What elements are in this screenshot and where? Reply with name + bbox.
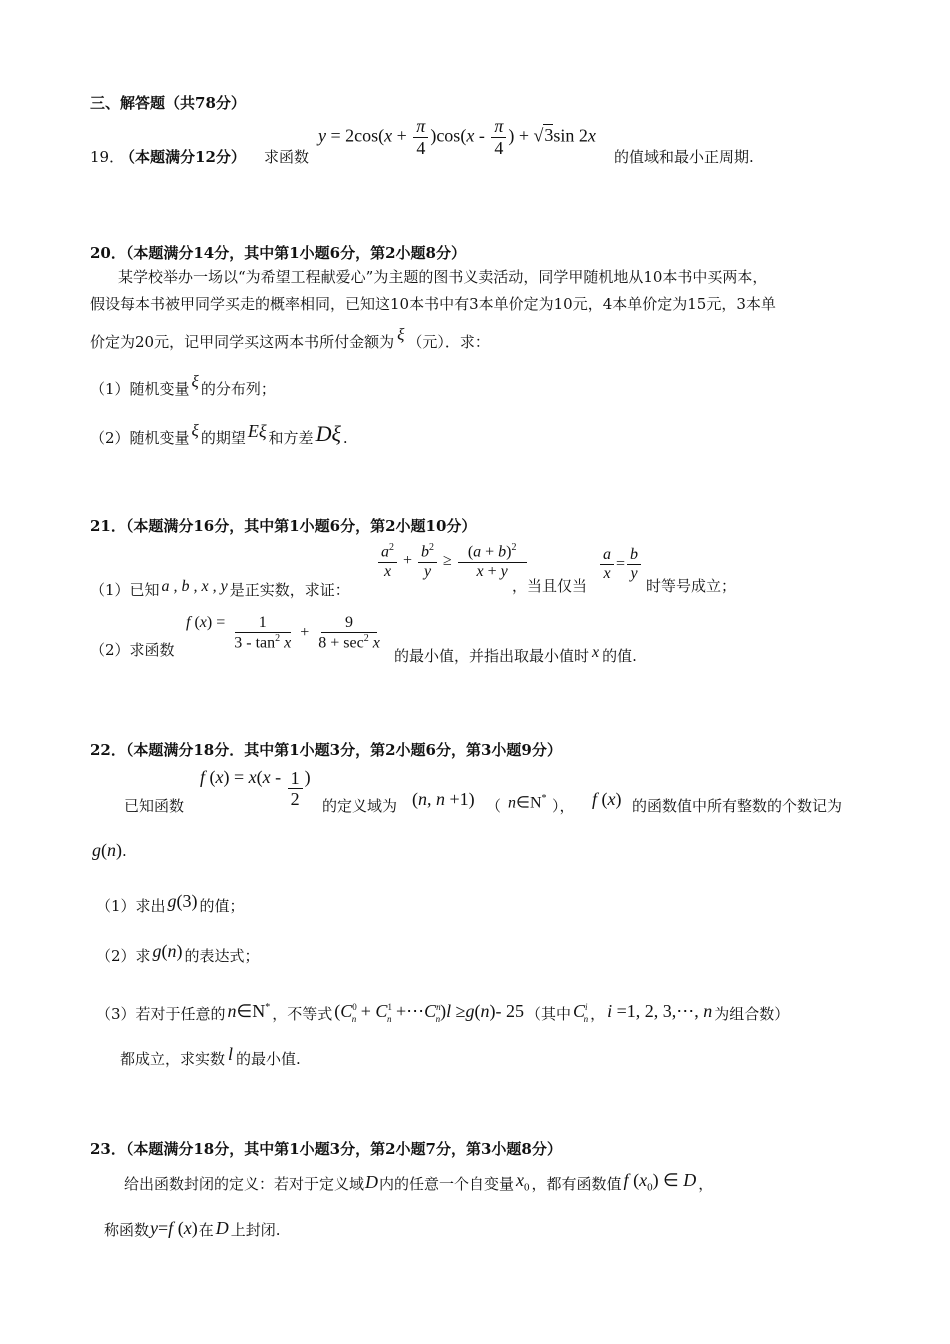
q22-inequality: ($C^0_n + C^1_n$ $+\cdots C^n_n)l \ge g(n)-$ 25 [334, 1001, 525, 1024]
q22-function: f (x) = x(x - $\frac{1}{2}$ ) [200, 767, 311, 810]
expectation-symbol: Eξ [247, 421, 267, 441]
question-header: 23．（本题满分18分，其中第1小题3分，第2小题7分，第3小题8分） [90, 1140, 562, 1158]
q22-domain: (n, n +1) [412, 789, 475, 809]
n-in-n-star: n∈N* [227, 1001, 271, 1021]
variables: a , b , x , y [161, 578, 228, 595]
sub-question-1-tail: 时等号成立； [646, 577, 737, 595]
f-x0-in-d: f $(x_0)$ ∈ D [623, 1170, 697, 1194]
paragraph-tail: 的函数值中所有整数的个数记为 [632, 797, 843, 815]
variance-symbol: Dξ [315, 421, 341, 446]
q19-formula: y = 2cos(x + $\frac{\pi}{4}$ )cos(x - $\frac{\pi}{4}$ ) + √3sin 2x [318, 116, 596, 158]
domain-d-symbol: D [215, 1218, 229, 1238]
question-number: 19． [90, 148, 125, 166]
sub-question-3: （3）若对于任意的 n∈N* ，不等式 ($C^0_n + C^1_n$ $+\cdots C^n_n)l \ge g(n)-$ 25 （其中 $C^i_n$ ， i =1, 2, 3,⋯, n 为组合数） [96, 1001, 790, 1024]
question-score: （本题满分12分） [120, 148, 246, 166]
paragraph-line: 称函数y=f (x)在 D 上封闭. [104, 1218, 281, 1239]
question-lead: 求函数 [264, 148, 310, 166]
sub-question-1: （1）随机变量 ξ 的分布列； [90, 372, 276, 398]
paren-open: （ [486, 797, 502, 815]
xi-symbol: ξ [191, 372, 199, 391]
q22-f-ref: f (x) [592, 789, 622, 809]
domain-d-symbol: D [365, 1172, 379, 1192]
paragraph-line: 某学校举办一场以“为希望工程献爱心”为主题的图书义卖活动，同学甲随机地从10本书中买两本， [118, 268, 768, 286]
xi-symbol: ξ [397, 325, 405, 344]
l-variable: l [228, 1044, 234, 1064]
x0-symbol: $x_0$ [516, 1170, 530, 1194]
question-header: 21．（本题满分16分，其中第1小题6分，第2小题10分） [90, 517, 477, 535]
i-range: i =1, 2, 3,⋯, n [607, 1001, 713, 1021]
xi-symbol: ξ [191, 421, 199, 440]
question-header: 22．（本题满分18分．其中第1小题3分，第2小题6分，第3小题9分） [90, 741, 562, 759]
paragraph-line: 给出函数封闭的定义：若对于定义域D内的任意一个自变量 $x_0$ ，都有函数值 f $(x_0)$ ∈ D ， [124, 1170, 714, 1194]
sub-question-2: （2）随机变量 ξ 的期望 Eξ 和方差Dξ . [90, 421, 348, 447]
q22-n-condition: n∈N* [508, 793, 547, 812]
q21-inequality: $\frac{a^2}{x}$ + $\frac{b^2}{y}$ ≥ $\frac{(a + b)^2}{x + y}$ [376, 542, 529, 581]
section-title: 三、解答题（共78分） [90, 94, 246, 112]
y-f-x-symbol: y=f (x) [150, 1218, 198, 1238]
sub-question-2-mid: 的最小值，并指出取最小值时 x 的值. [394, 644, 637, 665]
question-tail: 的值域和最小正周期. [614, 148, 754, 166]
x-variable: x [592, 644, 600, 661]
g-3-symbol: g(3) [167, 891, 198, 911]
g-n-symbol: g(n) [152, 941, 183, 961]
sub-question-2: （2）求 g(n) 的表达式； [96, 941, 260, 965]
g-n-symbol: g(n) [92, 840, 122, 860]
paragraph-lead: 已知函数 [124, 797, 185, 815]
paragraph-line: g(n). [92, 840, 127, 860]
sub-question-2-lead: （2）求函数 [90, 641, 175, 659]
paragraph-line: 价定为20元，记甲同学买这两本书所付金额为 ξ （元）．求： [90, 325, 490, 351]
sub-question-1-lead: （1）已知 a , b , x , y 是正实数，求证： [90, 578, 350, 599]
sub-question-1-mid: ，当且仅当 [512, 577, 588, 595]
paragraph-line: 假设每本书被甲同学买走的概率相同，已知这10本书中有3本单价定为10元，4本单价定为15元，3本单 [90, 295, 776, 313]
c-n-i-symbol: $C^i_n$ [573, 1001, 589, 1024]
q21-equality-condition: $\frac{a}{x}$ = $\frac{b}{y}$ [598, 546, 643, 584]
question-header: 20．（本题满分14分，其中第1小题6分，第2小题8分） [90, 244, 466, 262]
paren-close: ）， [552, 797, 575, 815]
sub-question-1: （1）求出 g(3) 的值； [96, 891, 245, 915]
paragraph-mid: 的定义域为 [322, 797, 398, 815]
q21-function: f (x) = $\frac{1}{3 - \tan^2 x}$ + $\frac{9}{8 + \sec^2 x}$ [186, 613, 380, 652]
sub-question-3-cont: 都成立，求实数 l 的最小值. [120, 1044, 301, 1068]
